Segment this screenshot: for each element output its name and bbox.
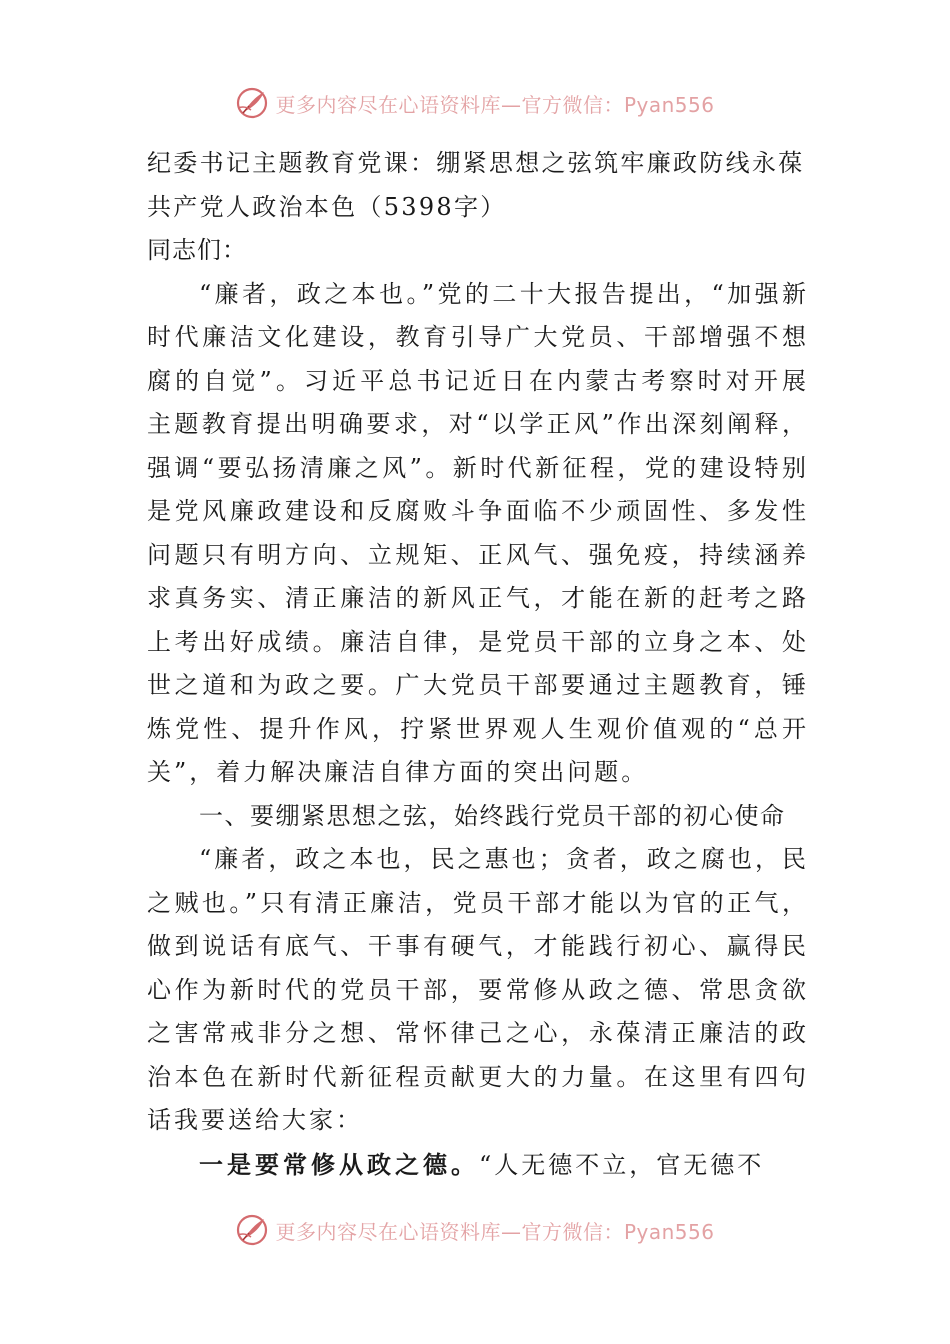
paragraph-intro: “廉者，政之本也。”党的二十大报告提出，“加强新时代廉洁文化建设，教育引导广大党员、干部增强不想腐的自觉”。习近平总书记近日在内蒙古考察时对开展主题教育提出明确要求，对“以学正风”作出深刻阐释，强调“要弘扬清廉之风”。新时代新征程，党的建设特别是党风廉政建设和反腐败斗争面临不少顽固性、多发性问题只有明方向、立规矩、正风气、强免疫，持续涵养求真务实、清正廉洁的新风正气，才能在新的赶考之路上考出好成绩。廉洁自律，是党员干部的立身之本、处世之道和为政之要。广大党员干部要通过主题教育，锤炼党性、提升作风，拧紧世界观人生观价值观的“总开关”，着力解决廉洁自律方面的突出问题。 [147,279,809,786]
document-body [147,142,809,1187]
document-title: 纪委书记主题教育党课：绷紧思想之弦筑牢廉政防线永葆共产党人政治本色（5398字） [147,149,805,221]
watermark-text: 更多内容尽在心语资料库—官方微信：Pyan556 [275,1219,715,1244]
watermark-header [0,83,950,123]
section-heading-1: 一、要绷紧思想之弦，始终践行党员干部的初心使命 [199,801,786,830]
watermark-text: 更多内容尽在心语资料库—官方微信：Pyan556 [275,92,715,117]
pen-feather-logo-icon [235,1213,269,1247]
point-1 [147,1143,809,1188]
salutation: 同志们： [147,236,247,264]
watermark-footer [0,1210,950,1250]
point-1-text: “人无德不立，官无德不 [479,1150,765,1179]
pen-feather-logo-icon [235,86,269,120]
paragraph-section1: “廉者，政之本也，民之惠也；贪者，政之腐也，民之贼也。”只有清正廉洁，党员干部才能以为官的正气，做到说话有底气、干事有硬气，才能践行初心、赢得民心作为新时代的党员干部，要常修从政之德、常思贪欲之害常戒非分之想、常怀律己之心，永葆清正廉洁的政治本色在新时代新征程贡献更大的力量。在这里有四句话我要送给大家： [147,845,809,1134]
point-1-lead: 一是要常修从政之德。 [199,1149,479,1179]
